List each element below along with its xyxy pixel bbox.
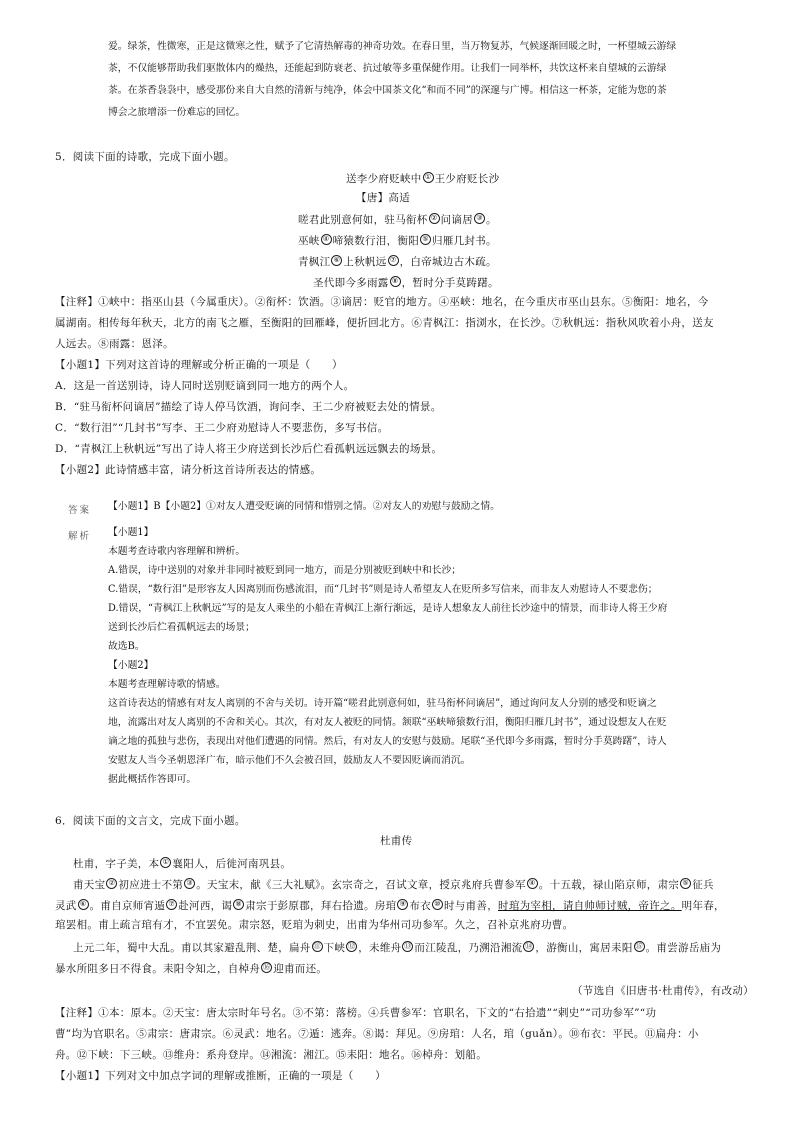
text-line: 舟。⑫下峡：下三峡。⑬维舟：系舟登岸。⑭湘流：湘江。⑮耒阳：地名。⑯棹舟：划船。 — [55, 1049, 487, 1061]
passage-line: 灵武 ⑥ 。甫自京师宵遁 ⑦ 赴河西，谒 ⑧ 肃宗于彭原郡，拜右拾遗。房琯 ⑨ 布衣 ⑩ 时与甫善，时琯为宰相，请自帅师讨贼，帝许之。明年春， — [55, 900, 725, 912]
sub-question-2: 【小题2】此诗情感丰富，请分析这首诗所表达的情感。 — [55, 464, 322, 476]
text-line: 送到长沙后伫看孤帆远去的场景； — [108, 622, 255, 633]
passage-line: 上元二年，蜀中大乱。甫以其家避乱荆、楚，扁舟 ⑪ 下峡 ⑫ ，未维舟 ⑬ 而江陵乱，乃溯沿湘流 ⑭ ，游衡山，寓居耒阳 ⑮ 。甫尝游岳庙为 — [73, 942, 722, 954]
option-c: C．“数行泪”“几封书”写李、王二少府劝慰诗人不要悲伤，多写书信。 — [55, 422, 389, 434]
passage-line: 琯罢相。甫上疏言琯有才，不宜罢免。肃宗怒，贬琯为刺史，出甫为华州司功参军。久之，召补京兆府功曹。 — [55, 919, 574, 931]
text-line: 据此概括作答即可。 — [108, 774, 197, 785]
passage-line: 暴水所阻多日不得食。耒阳令知之，自棹舟 ⑯ 迎甫而还。 — [55, 963, 328, 975]
text-line: D.错误，“青枫江上秋帆远”写的是友人乘坐的小船在青枫江上渐行渐远，是诗人想象友人前往长沙途中的情景，而非诗人将王少府 — [108, 603, 668, 614]
question-5-header: 5．阅读下面的诗歌，完成下面小题。 — [55, 151, 235, 163]
sub-question-1: 【小题1】下列对文中加点字词的理解或推断，正确的一项是（ ） — [55, 1070, 386, 1082]
text-line: 【小题2】 — [108, 660, 154, 671]
text-line: 【注释】①本：原本。②天宝：唐太宗时年号名。③不第：落榜。④兵曹参军：官职名，下文的“右拾遗”“剌史”“司功参军”“功 — [55, 1007, 657, 1019]
text-line: 属湖南。相传每年秋天，北方的南飞之雁，至衡阳的回雁峰，便折回北方。⑥青枫江：指浏水，在长沙。⑦秋帆远：指秋风吹着小舟，送友 — [55, 317, 714, 329]
answer-text: 【小题1】B【小题2】①对友人遭受贬谪的同情和惜别之情。②对友人的劝慰与鼓励之情。 — [108, 501, 500, 512]
text-line: 人远去。⑧雨露：恩泽。 — [55, 338, 174, 350]
text-line: C.错误，“数行泪”是形容友人因离别而伤感流泪，而“几封书”则是诗人希望友人在贬所多写信来，而非友人劝慰诗人不要悲伤； — [108, 584, 658, 595]
text-line: 曹”均为官职名。⑤肃宗：唐肃宗。⑥灵武：地名。⑦遁：逃奔。⑧谒：拜见。⑨房琯：人名，琯（guǎn）。⑩布衣：平民。⑪扁舟：小 — [55, 1028, 699, 1040]
sub-question-1: 【小题1】下列对这首诗的理解或分析正确的一项是（ ） — [55, 359, 343, 371]
text-line: 【小题1】 — [108, 527, 154, 538]
text-line: A.错误，诗中送别的对象并非同时被贬到同一地方，而是分别被贬到峡中和长沙； — [108, 565, 462, 576]
answer-label: 答案 — [68, 505, 92, 516]
text-line: 茶，不仅能够帮助我们驱散体内的燥热，还能起到防衰老、抗过敏等多重保健作用。让我们一同举杯，共饮这杯来自望城的云游绿 — [108, 63, 667, 74]
underlined-sentence: 时琯为宰相，请自帅师讨贼，帝许之。 — [498, 900, 682, 912]
analysis-label: 解析 — [68, 531, 92, 542]
option-b: B．“驻马衔杯问谪居”描绘了诗人停马饮酒，询问李、王二少府被贬去处的情景。 — [55, 401, 442, 413]
poem-line: 巫峡 ④ 啼猿数行泪，衡阳 ⑤ 归雁几封书。 — [298, 235, 497, 247]
text-line: 谪之地的孤独与悲伤，表现出对他们遭遇的同情。然后，有对友人的安慰与鼓励。尾联“圣代即今多雨露，暂时分手莫踌躇”，诗人 — [108, 736, 667, 747]
text-line: 茶。在茶香袅袅中，感受那份来自大自然的清新与纯净，体会中国茶文化“和而不同”的深邃与广博。相信这一杯茶，定能为您的茶 — [108, 85, 667, 96]
text-line: 这首诗表达的情感有对友人离别的不舍与关切。诗开篇“嗟君此别意何如，驻马衔杯问谪居”，通过询问友人分别的感受和贬谪之 — [108, 698, 657, 709]
question-6-header: 6．阅读下面的文言文，完成下面小题。 — [55, 815, 246, 827]
text-line: 故选B。 — [108, 641, 145, 652]
passage-source: （节选自《旧唐书·杜甫传》，有改动） — [572, 985, 754, 997]
poem-line: 青枫江 ⑥ 上秋帆远 ⑦ ，白帝城边古木疏。 — [298, 256, 497, 268]
text-line: 【注释】①峡中：指巫山县（今属重庆）。②衔杯：饮酒。③谪居：贬官的地方。④巫峡：地名，在今重庆市巫山县东。⑤衡阳：地名，今 — [55, 296, 709, 308]
poem-line: 圣代即今多雨露 ⑧ ，暂时分手莫踌躇。 — [313, 277, 499, 289]
text-line: 本题考查诗歌内容理解和辨析。 — [108, 546, 246, 557]
poem-author: 【唐】高适 — [356, 192, 410, 204]
text-line: 爱。绿茶，性微寒，正是这微寒之性，赋予了它清热解毒的神奇功效。在春日里，当万物复苏，气候逐渐回暖之时，一杯望城云游绿 — [108, 41, 677, 52]
passage-line: 甫天宝 ② 初应进士不第 ③ 。天宝末，献《三大礼赋》。玄宗奇之，召试文章，授京兆府兵曹参军 ④ 。十五载，禄山陷京师，肃宗 ⑤ 征兵 — [73, 879, 714, 891]
poem-line: 嗟君此别意何如，驻马衔杯 ② 问谪居 ③ 。 — [298, 214, 497, 226]
passage-line: 杜甫，字子美，本 ① 襄阳人，后徙河南巩县。 — [73, 858, 292, 870]
poem-title: 送李少府贬峡中 ① 王少府贬长沙 — [346, 173, 500, 185]
text-line: 安慰友人当今圣朝恩泽广布，暗示他们不久会被召回，鼓励友人不要因贬谪而消沉。 — [108, 755, 471, 766]
text-line: 地，流露出对友人离别的不舍和关心。其次，有对友人被贬的同情。颔联“巫峡啼猿数行泪，衡阳归雁几封书”，通过设想友人在贬 — [108, 717, 667, 728]
text-line: 博会之旅增添一份难忘的回忆。 — [108, 107, 246, 118]
option-d: D．“青枫江上秋帆远”写出了诗人将王少府送到长沙后伫看孤帆远远飘去的场景。 — [55, 443, 443, 455]
passage-title: 杜甫传 — [380, 835, 413, 847]
text-line: 本题考查理解诗歌的情感。 — [108, 679, 226, 690]
option-a: A．这是一首送别诗，诗人同时送别贬谪到同一地方的两个人。 — [55, 380, 355, 392]
